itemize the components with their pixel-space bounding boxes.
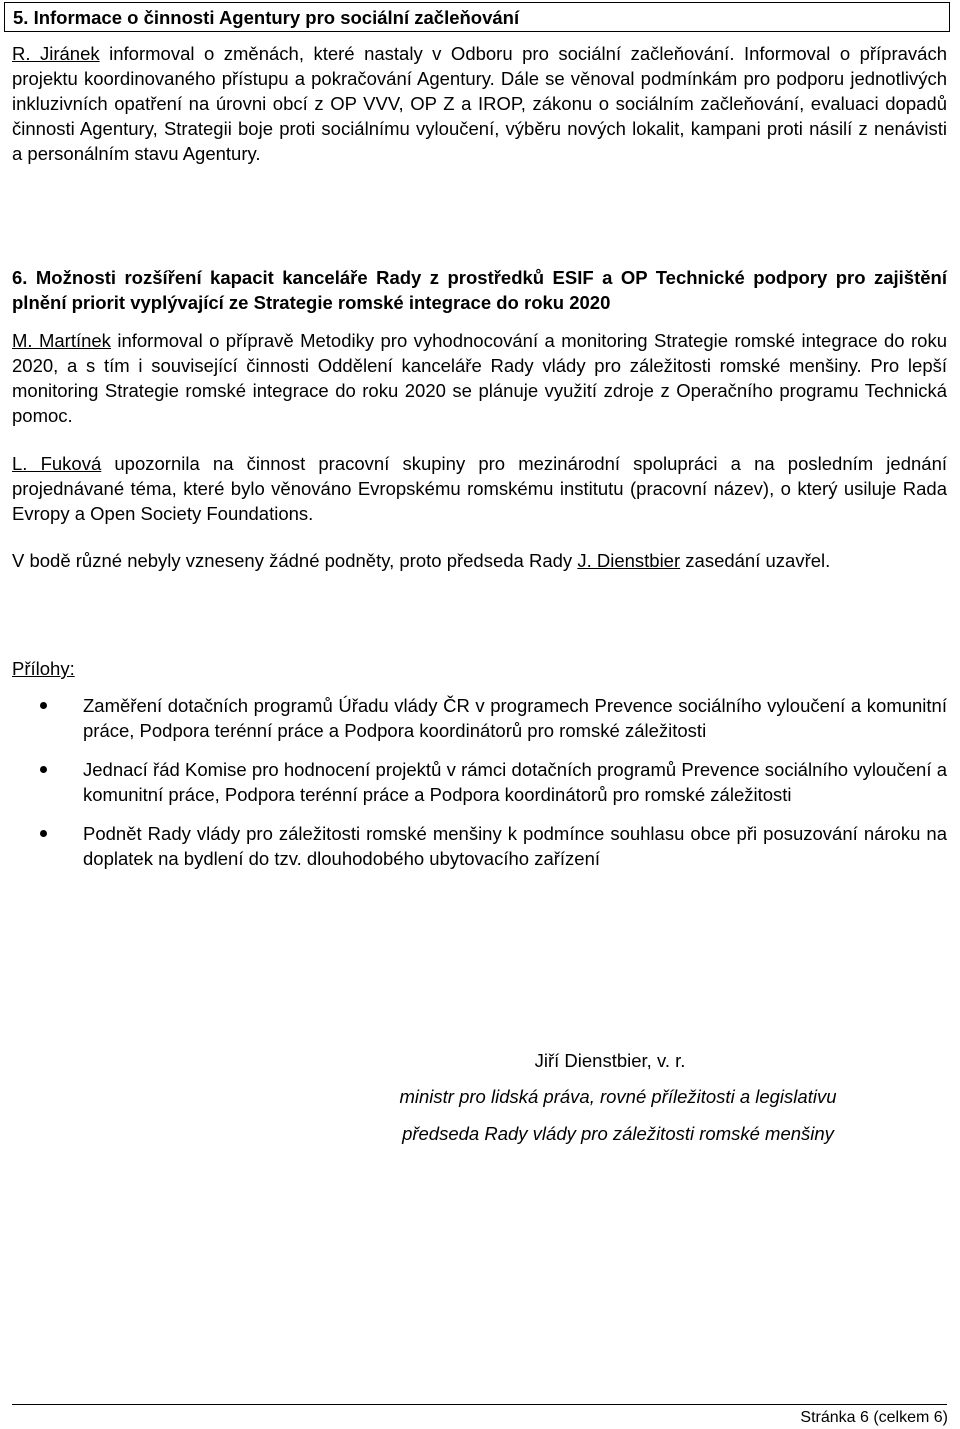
paragraph-text: upozornila na činnost pracovní skupiny pro mezinárodní spolupráci a na posledním jednání projednávané téma, které bylo věnováno Evropskému romskému institutu (pracovní název), o který usiluje Rada Evropy a Open Society Foundations. bbox=[12, 453, 947, 524]
paragraph-text: informoval o přípravě Metodiky pro vyhodnocování a monitoring Strategie romské integrace do roku 2020, a s tím i související činnosti Oddělení kanceláře Rady vlády pro záležitosti romské menšiny. Pro lepší monitoring Strategie romské integrace do roku 2020 se plánuje využití zdroje z Operačního programu Technická pomoc. bbox=[12, 330, 947, 426]
attachments-list bbox=[12, 693, 947, 885]
paragraph-text: V bodě různé nebyly vzneseny žádné podněty, proto předseda Rady bbox=[12, 550, 578, 571]
attachment-text: Zaměření dotačních programů Úřadu vlády ČR v programech Prevence sociálního vyloučení a komunitní práce, Podpora terénní práce a Podpora koordinátorů pro romské záležitosti bbox=[83, 695, 947, 741]
list-item bbox=[12, 693, 947, 743]
page-number: Stránka 6 (celkem 6) bbox=[800, 1409, 948, 1426]
section-5-heading: 5. Informace o činnosti Agentury pro sociální začleňování bbox=[4, 2, 950, 32]
footer-divider bbox=[12, 1404, 947, 1405]
signature-name: Jiří Dienstbier, v. r. bbox=[534, 1050, 686, 1071]
attachments-label: Přílohy: bbox=[12, 658, 75, 679]
bullet-icon bbox=[40, 702, 47, 709]
fukova-paragraph bbox=[12, 451, 947, 526]
section-5-paragraph bbox=[12, 41, 947, 166]
list-item bbox=[12, 821, 947, 871]
chairman-name: J. Dienstbier bbox=[577, 550, 681, 571]
signature-role-minister: ministr pro lidská práva, rovné příležitosti a legislativu bbox=[399, 1086, 837, 1107]
paragraph-text: zasedání uzavřel. bbox=[680, 550, 831, 571]
bullet-icon bbox=[40, 766, 47, 773]
paragraph-text: informoval o změnách, které nastaly v Odboru pro sociální začleňování. Informoval o přípravách projektu koordinovaného přístupu a pokračování Agentury. Dále se věnoval podmínkám pro podporu jednotlivých inkluzivních opatření na úrovni obcí z OP VVV, OP Z a IROP, zákonu o sociálním začleňování, evaluaci dopadů činnosti Agentury, Strategii boje proti sociálnímu vyloučení, výběru nových lokalit, kampani proti násilí z nenávisti a personálním stavu Agentury. bbox=[12, 43, 948, 164]
list-item bbox=[12, 757, 947, 807]
closing-paragraph bbox=[12, 548, 947, 573]
speaker-name: R. Jiránek bbox=[12, 43, 100, 64]
section-6-paragraph bbox=[12, 328, 947, 428]
signature-role-chairman: předseda Rady vlády pro záležitosti romské menšiny bbox=[402, 1123, 834, 1144]
section-6-heading: 6. Možnosti rozšíření kapacit kanceláře Rady z prostředků ESIF a OP Technické podpory pro zajištění plnění priorit vyplývající ze Strategie romské integrace do roku 2020 bbox=[12, 267, 947, 313]
attachment-text: Podnět Rady vlády pro záležitosti romské menšiny k podmínce souhlasu obce při posuzování nároku na doplatek na bydlení do tzv. dlouhodobého ubytovacího zařízení bbox=[83, 823, 947, 869]
speaker-name: M. Martínek bbox=[12, 330, 111, 351]
speaker-name: L. Fuková bbox=[12, 453, 102, 474]
bullet-icon bbox=[40, 830, 47, 837]
attachment-text: Jednací řád Komise pro hodnocení projektů v rámci dotačních programů Prevence sociálního vyloučení a komunitní práce, Podpora terénní práce a Podpora koordinátorů pro romské záležitosti bbox=[83, 759, 947, 805]
